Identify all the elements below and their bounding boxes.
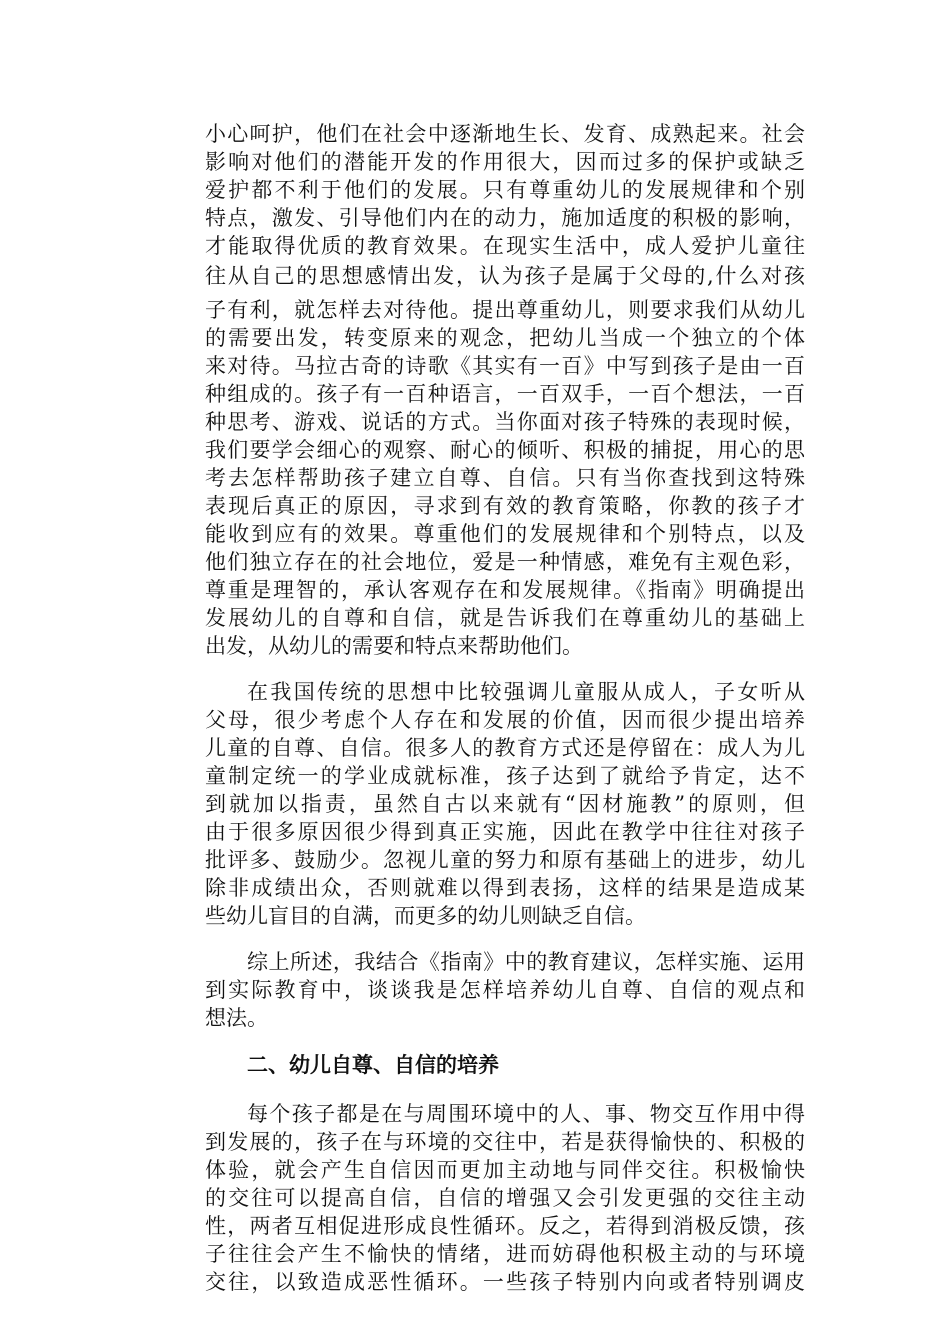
text-line: 能收到应有的效果。尊重他们的发展规律和个别特点，以及 — [205, 522, 805, 546]
text-line: 子有利，就怎样去对待他。提出尊重幼儿，则要求我们从幼儿 — [205, 298, 805, 322]
text-line: 特点，激发、引导他们内在的动力，施加适度的积极的影响， — [205, 206, 805, 230]
text-line: 小心呵护，他们在社会中逐渐地生长、发育、成熟起来。社会 — [205, 122, 805, 146]
text-line: 交往，以致造成恶性循环。一些孩子特别内向或者特别调皮 — [205, 1270, 805, 1294]
text-line: 的交往可以提高自信，自信的增强又会引发更强的交往主动 — [205, 1186, 805, 1210]
text-line: 想法。 — [205, 1006, 268, 1030]
text-line: 父母，很少考虑个人存在和发展的价值，因而很少提出培养 — [205, 708, 805, 732]
text-line: 儿童的自尊、自信。很多人的教育方式还是停留在：成人为儿 — [205, 736, 805, 760]
text-line: 童制定统一的学业成就标准，孩子达到了就给予肯定，达不 — [205, 764, 805, 788]
text-line: 爱护都不利于他们的发展。只有尊重幼儿的发展规律和个别 — [205, 178, 805, 202]
text-line: 在我国传统的思想中比较强调儿童服从成人，子女听从 — [247, 680, 805, 704]
text-line: 到实际教育中，谈谈我是怎样培养幼儿自尊、自信的观点和 — [205, 978, 805, 1002]
text-line: 才能取得优质的教育效果。在现实生活中，成人爱护儿童往 — [205, 234, 805, 258]
text-line: 表现后真正的原因，寻求到有效的教育策略，你教的孩子才 — [205, 494, 805, 518]
text-line: 体验，就会产生自信因而更加主动地与同伴交往。积极愉快 — [205, 1158, 805, 1182]
text-line: 到发展的，孩子在与环境的交往中，若是获得愉快的、积极的 — [205, 1130, 805, 1154]
text-line: 考去怎样帮助孩子建立自尊、自信。只有当你查找到这特殊 — [205, 466, 805, 490]
text-line: 他们独立存在的社会地位，爱是一种情感，难免有主观色彩， — [205, 550, 805, 574]
text-line: 的需要出发，转变原来的观念，把幼儿当成一个独立的个体 — [205, 326, 805, 350]
text-line: 出发，从幼儿的需要和特点来帮助他们。 — [205, 634, 583, 658]
text-line: 除非成绩出众，否则就难以得到表扬，这样的结果是造成某 — [205, 876, 805, 900]
text-line: 由于很多原因很少得到真正实施，因此在教学中往往对孩子 — [205, 820, 805, 844]
text-line: 来对待。马拉古奇的诗歌《其实有一百》中写到孩子是由一百 — [205, 354, 805, 378]
text-line: 我们要学会细心的观察、耐心的倾听、积极的捕捉，用心的思 — [205, 438, 805, 462]
text-line: 些幼儿盲目的自满，而更多的幼儿则缺乏自信。 — [205, 904, 646, 928]
text-line: 到就加以指责，虽然自古以来就有“因材施教”的原则，但 — [205, 792, 805, 816]
text-line: 综上所述，我结合《指南》中的教育建议，怎样实施、运用 — [247, 950, 805, 974]
text-line: 每个孩子都是在与周围环境中的人、事、物交互作用中得 — [247, 1102, 805, 1126]
text-line: 影响对他们的潜能开发的作用很大，因而过多的保护或缺乏 — [205, 150, 805, 174]
text-line: 尊重是理智的，承认客观存在和发展规律。《指南》明确提出 — [205, 578, 805, 602]
text-line: 子往往会产生不愉快的情绪，进而妨碍他积极主动的与环境 — [205, 1242, 805, 1266]
text-line: 种组成的。孩子有一百种语言，一百双手，一百个想法，一百 — [205, 382, 805, 406]
text-line: 发展幼儿的自尊和自信，就是告诉我们在尊重幼儿的基础上 — [205, 606, 805, 630]
section-heading: 二、幼儿自尊、自信的培养 — [247, 1053, 499, 1077]
text-line: 性，两者互相促进形成良性循环。反之，若得到消极反馈，孩 — [205, 1214, 805, 1238]
text-line: 批评多、鼓励少。忽视儿童的努力和原有基础上的进步，幼儿 — [205, 848, 805, 872]
text-line: 种思考、游戏、说话的方式。当你面对孩子特殊的表现时候， — [205, 410, 805, 434]
text-line: 往从自己的思想感情出发，认为孩子是属于父母的,什么对孩 — [205, 264, 805, 288]
